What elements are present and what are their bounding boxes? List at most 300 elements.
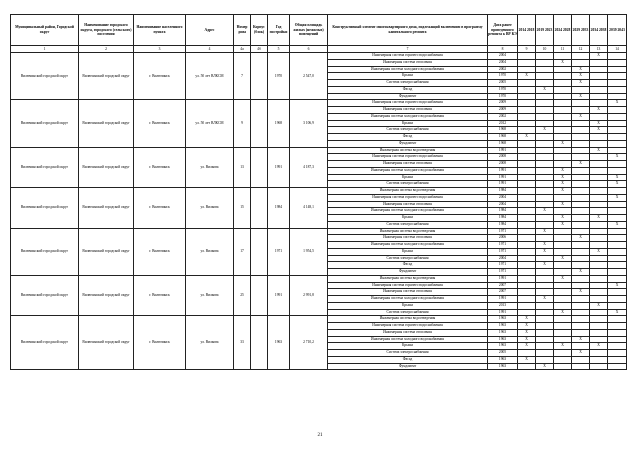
year-cell: 1963 <box>268 316 290 370</box>
repair-date-cell: 1984 <box>488 208 518 215</box>
repair-date-cell: 1963 <box>488 363 518 370</box>
period-mark-cell <box>590 262 608 269</box>
period-mark-cell <box>518 208 536 215</box>
period-mark-cell <box>518 174 536 181</box>
period-mark-cell <box>554 329 572 336</box>
area-cell: 1 954,5 <box>290 228 328 275</box>
period-mark-cell <box>536 235 554 242</box>
element-cell: Инженерная система горячего водоснабжения <box>328 194 488 201</box>
period-mark-cell <box>536 282 554 289</box>
repair-date-cell: 2008 <box>488 161 518 168</box>
element-cell: Фундамент <box>328 363 488 370</box>
period-mark-cell <box>608 208 627 215</box>
period-mark-cell <box>518 53 536 60</box>
period-mark-cell: X <box>554 174 572 181</box>
settlement-cell: Вилючинский городской округ <box>79 275 134 316</box>
period-mark-cell <box>554 289 572 296</box>
period-mark-cell <box>572 154 590 161</box>
period-mark-cell <box>572 194 590 201</box>
period-mark-cell <box>608 296 627 303</box>
column-number-cell: 14 <box>608 46 627 53</box>
period-mark-cell <box>536 255 554 262</box>
period-mark-cell <box>608 215 627 222</box>
house-number-cell: 15 <box>234 188 251 229</box>
period-mark-cell <box>572 323 590 330</box>
element-cell: Инженерная система холодного водоснабжения <box>328 167 488 174</box>
period-mark-cell <box>554 269 572 276</box>
period-mark-cell <box>590 167 608 174</box>
period-mark-cell <box>572 262 590 269</box>
period-mark-cell <box>608 53 627 60</box>
repair-date-cell: 1991 <box>488 275 518 282</box>
period-mark-cell <box>536 93 554 100</box>
period-mark-cell <box>536 53 554 60</box>
period-mark-cell <box>554 73 572 80</box>
period-mark-cell <box>518 66 536 73</box>
period-mark-cell <box>536 215 554 222</box>
table-row <box>11 53 627 60</box>
period-mark-cell <box>608 336 627 343</box>
col-header-house-no: Номер дома <box>234 15 251 46</box>
period-mark-cell <box>518 269 536 276</box>
address-cell: ул. Вилкова <box>186 228 234 275</box>
repair-date-cell: 2004 <box>488 255 518 262</box>
period-mark-cell <box>518 350 536 357</box>
element-cell: Инженерная система холодного водоснабжения <box>328 242 488 249</box>
period-mark-cell: X <box>572 80 590 87</box>
repair-date-cell: 1963 <box>488 336 518 343</box>
period-mark-cell: X <box>554 215 572 222</box>
repair-date-cell: 1971 <box>488 228 518 235</box>
table-row <box>11 147 627 154</box>
element-cell: Крыша <box>328 120 488 127</box>
period-mark-cell <box>518 363 536 370</box>
period-mark-cell <box>554 235 572 242</box>
repair-date-cell: 2006 <box>488 235 518 242</box>
period-mark-cell <box>536 59 554 66</box>
col-header-period-1: 2014 2018 <box>518 15 536 46</box>
area-cell: 3 106,9 <box>290 100 328 147</box>
period-mark-cell <box>572 107 590 114</box>
table-row <box>11 228 627 235</box>
period-mark-cell <box>572 147 590 154</box>
period-mark-cell <box>572 134 590 141</box>
district-cell: Вилючинский городской округ <box>11 275 79 316</box>
col-header-element: Конструктивный элемент многоквартирного дома, подлежащий включению в программу капитального ремонта <box>328 15 488 46</box>
period-mark-cell <box>608 269 627 276</box>
repair-date-cell: 1963 <box>488 343 518 350</box>
period-mark-cell <box>608 201 627 208</box>
period-mark-cell <box>518 167 536 174</box>
period-mark-cell <box>590 323 608 330</box>
period-mark-cell <box>536 323 554 330</box>
period-mark-cell <box>590 289 608 296</box>
settlement-cell: Вилючинский городской округ <box>79 147 134 188</box>
repair-date-cell: 1991 <box>488 147 518 154</box>
element-cell: Инженерная система горячего водоснабжения <box>328 154 488 161</box>
repair-date-cell: 1991 <box>488 181 518 188</box>
element-cell: Фасад <box>328 262 488 269</box>
period-mark-cell: X <box>572 289 590 296</box>
element-cell: Крыша <box>328 215 488 222</box>
period-mark-cell <box>554 100 572 107</box>
column-number-cell: 5 <box>268 46 290 53</box>
period-mark-cell <box>608 127 627 134</box>
period-mark-cell <box>518 113 536 120</box>
period-mark-cell: X <box>572 73 590 80</box>
repair-date-cell: 1984 <box>488 215 518 222</box>
period-mark-cell: X <box>590 343 608 350</box>
repair-date-cell: 1963 <box>488 316 518 323</box>
period-mark-cell <box>590 113 608 120</box>
period-mark-cell <box>518 228 536 235</box>
col-header-settlement: Наименование городского округа, городского (сельского) поселения <box>79 15 134 46</box>
address-cell: ул. Вилкова <box>186 188 234 229</box>
repair-date-cell: 2004 <box>488 53 518 60</box>
period-mark-cell: X <box>518 343 536 350</box>
period-mark-cell <box>590 336 608 343</box>
period-mark-cell: X <box>554 181 572 188</box>
element-cell: Инженерная система горячего водоснабжения <box>328 323 488 330</box>
period-mark-cell <box>554 80 572 87</box>
period-mark-cell <box>536 181 554 188</box>
house-number-cell: 7 <box>234 53 251 100</box>
period-mark-cell: X <box>590 53 608 60</box>
locality-cell: г. Вилючинск <box>134 147 186 188</box>
period-mark-cell <box>536 201 554 208</box>
period-mark-cell <box>608 134 627 141</box>
period-mark-cell <box>608 262 627 269</box>
period-mark-cell <box>554 228 572 235</box>
element-cell: Крыша <box>328 73 488 80</box>
period-mark-cell <box>518 188 536 195</box>
period-mark-cell <box>554 107 572 114</box>
column-number-cell: 7 <box>328 46 488 53</box>
period-mark-cell: X <box>518 316 536 323</box>
repair-date-cell: 2002 <box>488 113 518 120</box>
period-mark-cell: X <box>572 350 590 357</box>
period-mark-cell <box>572 140 590 147</box>
column-number-cell: 6 <box>290 46 328 53</box>
period-mark-cell <box>590 66 608 73</box>
period-mark-cell <box>518 127 536 134</box>
column-number-cell: 12 <box>572 46 590 53</box>
period-mark-cell <box>536 73 554 80</box>
house-number-cell: 13 <box>234 147 251 188</box>
period-mark-cell: X <box>608 194 627 201</box>
period-mark-cell <box>554 242 572 249</box>
district-cell: Вилючинский городской округ <box>11 147 79 188</box>
period-mark-cell <box>536 350 554 357</box>
period-mark-cell <box>572 86 590 93</box>
locality-cell: г. Вилючинск <box>134 53 186 100</box>
period-mark-cell <box>536 275 554 282</box>
col-header-period-6: 2039 2043 <box>608 15 627 46</box>
period-mark-cell <box>572 242 590 249</box>
year-cell: 1984 <box>268 188 290 229</box>
period-mark-cell <box>590 154 608 161</box>
period-mark-cell: X <box>536 296 554 303</box>
period-mark-cell <box>518 262 536 269</box>
repair-date-cell: 2005 <box>488 350 518 357</box>
period-mark-cell <box>572 296 590 303</box>
element-cell: Фундамент <box>328 93 488 100</box>
period-mark-cell <box>554 154 572 161</box>
period-mark-cell <box>536 329 554 336</box>
period-mark-cell <box>536 316 554 323</box>
period-mark-cell <box>590 350 608 357</box>
period-mark-cell: X <box>608 174 627 181</box>
element-cell: Фасад <box>328 86 488 93</box>
locality-cell: г. Вилючинск <box>134 228 186 275</box>
period-mark-cell <box>554 316 572 323</box>
period-mark-cell <box>590 269 608 276</box>
period-mark-cell <box>554 323 572 330</box>
locality-cell: г. Вилючинск <box>134 100 186 147</box>
period-mark-cell: X <box>590 248 608 255</box>
col-header-building: Корпус (блок) <box>251 15 268 46</box>
period-mark-cell <box>572 208 590 215</box>
col-header-period-5: 2034 2038 <box>590 15 608 46</box>
element-cell: Инженерная система холодного водоснабжения <box>328 296 488 303</box>
period-mark-cell <box>536 302 554 309</box>
period-mark-cell <box>590 316 608 323</box>
period-mark-cell <box>554 208 572 215</box>
period-mark-cell <box>572 282 590 289</box>
period-mark-cell <box>590 59 608 66</box>
period-mark-cell <box>608 255 627 262</box>
period-mark-cell: X <box>554 343 572 350</box>
period-mark-cell <box>608 228 627 235</box>
element-cell: Инженерная система отопления <box>328 59 488 66</box>
element-cell: Инженерная система горячего водоснабжения <box>328 282 488 289</box>
period-mark-cell <box>536 80 554 87</box>
period-mark-cell <box>554 113 572 120</box>
element-cell: Инженерная система водоотведения <box>328 316 488 323</box>
period-mark-cell <box>518 59 536 66</box>
period-mark-cell <box>590 80 608 87</box>
repair-date-cell: 1971 <box>488 248 518 255</box>
period-mark-cell <box>608 147 627 154</box>
col-header-period-4: 2029 2033 <box>572 15 590 46</box>
column-number-cell: 1 <box>11 46 79 53</box>
settlement-cell: Вилючинский городской округ <box>79 100 134 147</box>
building-cell <box>251 228 268 275</box>
area-cell: 2 547,0 <box>290 53 328 100</box>
repair-date-cell: 1991 <box>488 296 518 303</box>
period-mark-cell <box>572 215 590 222</box>
period-mark-cell <box>608 275 627 282</box>
period-mark-cell: X <box>554 167 572 174</box>
period-mark-cell <box>536 269 554 276</box>
period-mark-cell <box>554 147 572 154</box>
period-mark-cell: X <box>536 208 554 215</box>
period-mark-cell: X <box>536 248 554 255</box>
period-mark-cell: X <box>536 86 554 93</box>
period-mark-cell <box>608 167 627 174</box>
period-mark-cell <box>590 255 608 262</box>
period-mark-cell <box>554 282 572 289</box>
period-mark-cell <box>590 161 608 168</box>
period-mark-cell <box>572 275 590 282</box>
period-mark-cell <box>572 167 590 174</box>
period-mark-cell <box>590 309 608 316</box>
locality-cell: г. Вилючинск <box>134 188 186 229</box>
period-mark-cell <box>608 343 627 350</box>
element-cell: Инженерная система водоотведения <box>328 228 488 235</box>
period-mark-cell <box>554 302 572 309</box>
house-number-cell: 25 <box>234 275 251 316</box>
period-mark-cell <box>590 100 608 107</box>
repair-date-cell: 1963 <box>488 329 518 336</box>
period-mark-cell <box>536 174 554 181</box>
period-mark-cell: X <box>590 302 608 309</box>
column-number-cell: 4 <box>186 46 234 53</box>
capital-repair-table <box>10 14 627 370</box>
period-mark-cell <box>590 329 608 336</box>
period-mark-cell <box>608 113 627 120</box>
period-mark-cell: X <box>590 215 608 222</box>
repair-date-cell: 1984 <box>488 188 518 195</box>
settlement-cell: Вилючинский городской округ <box>79 188 134 229</box>
column-number-cell: 10 <box>536 46 554 53</box>
element-cell: Инженерная система отопления <box>328 329 488 336</box>
period-mark-cell <box>554 350 572 357</box>
period-mark-cell: X <box>536 242 554 249</box>
period-mark-cell <box>518 154 536 161</box>
repair-date-cell: 2013 <box>488 302 518 309</box>
element-cell: Инженерная система холодного водоснабжения <box>328 113 488 120</box>
repair-date-cell: 2002 <box>488 66 518 73</box>
repair-date-cell: 1968 <box>488 140 518 147</box>
settlement-cell: Вилючинский городской округ <box>79 228 134 275</box>
period-mark-cell: X <box>536 262 554 269</box>
building-cell <box>251 275 268 316</box>
period-mark-cell <box>554 194 572 201</box>
table-row <box>11 188 627 195</box>
element-cell: Инженерная система горячего водоснабжения <box>328 100 488 107</box>
period-mark-cell <box>518 296 536 303</box>
repair-date-cell: 1984 <box>488 221 518 228</box>
period-mark-cell: X <box>518 323 536 330</box>
element-cell: Инженерная система отопления <box>328 235 488 242</box>
element-cell: Система электроснабжения <box>328 181 488 188</box>
period-mark-cell: X <box>518 336 536 343</box>
period-mark-cell <box>608 59 627 66</box>
period-mark-cell <box>572 181 590 188</box>
page-number: 21 <box>317 433 323 438</box>
element-cell: Инженерная система водоотведения <box>328 147 488 154</box>
repair-date-cell: 1991 <box>488 174 518 181</box>
period-mark-cell <box>518 140 536 147</box>
period-mark-cell <box>536 161 554 168</box>
table-row <box>11 100 627 107</box>
period-mark-cell <box>608 363 627 370</box>
period-mark-cell <box>554 296 572 303</box>
address-cell: ул. 50 лет ВЛКСМ <box>186 53 234 100</box>
period-mark-cell: X <box>518 356 536 363</box>
period-mark-cell <box>590 242 608 249</box>
period-mark-cell <box>536 343 554 350</box>
period-mark-cell <box>590 86 608 93</box>
period-mark-cell <box>536 140 554 147</box>
district-cell: Вилючинский городской округ <box>11 53 79 100</box>
period-mark-cell <box>590 235 608 242</box>
period-mark-cell <box>608 329 627 336</box>
repair-date-cell: 1971 <box>488 269 518 276</box>
column-number-cell: 8 <box>488 46 518 53</box>
element-cell: Система электроснабжения <box>328 127 488 134</box>
period-mark-cell <box>572 201 590 208</box>
repair-date-cell: 1970 <box>488 86 518 93</box>
period-mark-cell <box>518 120 536 127</box>
period-mark-cell <box>518 194 536 201</box>
period-mark-cell <box>554 363 572 370</box>
period-mark-cell: X <box>536 363 554 370</box>
period-mark-cell: X <box>590 120 608 127</box>
district-cell: Вилючинский городской округ <box>11 188 79 229</box>
period-mark-cell <box>518 161 536 168</box>
address-cell: ул. 50 лет ВЛКСМ <box>186 100 234 147</box>
building-cell <box>251 147 268 188</box>
period-mark-cell <box>554 134 572 141</box>
period-mark-cell: X <box>572 336 590 343</box>
period-mark-cell <box>572 309 590 316</box>
settlement-cell: Вилючинский городской округ <box>79 316 134 370</box>
table-body <box>11 53 627 370</box>
period-mark-cell <box>590 194 608 201</box>
element-cell: Система электроснабжения <box>328 255 488 262</box>
col-header-locality: Наименование населенного пункта <box>134 15 186 46</box>
period-mark-cell: X <box>608 282 627 289</box>
period-mark-cell <box>536 134 554 141</box>
period-mark-cell <box>518 215 536 222</box>
period-mark-cell <box>554 66 572 73</box>
column-number-cell: 4б <box>251 46 268 53</box>
element-cell: Инженерная система горячего водоснабжения <box>328 53 488 60</box>
building-cell <box>251 100 268 147</box>
col-header-address: Адрес <box>186 15 234 46</box>
element-cell: Система электроснабжения <box>328 350 488 357</box>
period-mark-cell <box>572 59 590 66</box>
element-cell: Фундамент <box>328 140 488 147</box>
period-mark-cell <box>554 248 572 255</box>
element-cell: Крыша <box>328 302 488 309</box>
period-mark-cell <box>608 86 627 93</box>
period-mark-cell: X <box>554 140 572 147</box>
element-cell: Инженерная система холодного водоснабжения <box>328 66 488 73</box>
period-mark-cell: X <box>554 188 572 195</box>
repair-date-cell: 1970 <box>488 93 518 100</box>
building-cell <box>251 188 268 229</box>
element-cell: Фасад <box>328 134 488 141</box>
period-mark-cell: X <box>572 235 590 242</box>
element-cell: Инженерная система водоотведения <box>328 275 488 282</box>
period-mark-cell <box>554 161 572 168</box>
element-cell: Фасад <box>328 356 488 363</box>
district-cell: Вилючинский городской округ <box>11 228 79 275</box>
period-mark-cell <box>572 100 590 107</box>
repair-date-cell: 1971 <box>488 262 518 269</box>
repair-date-cell: 2012 <box>488 120 518 127</box>
period-mark-cell <box>590 93 608 100</box>
district-cell: Вилючинский городской округ <box>11 316 79 370</box>
period-mark-cell <box>536 289 554 296</box>
column-number-cell: 11 <box>554 46 572 53</box>
locality-cell: г. Вилючинск <box>134 316 186 370</box>
house-number-cell: 17 <box>234 228 251 275</box>
period-mark-cell <box>518 201 536 208</box>
